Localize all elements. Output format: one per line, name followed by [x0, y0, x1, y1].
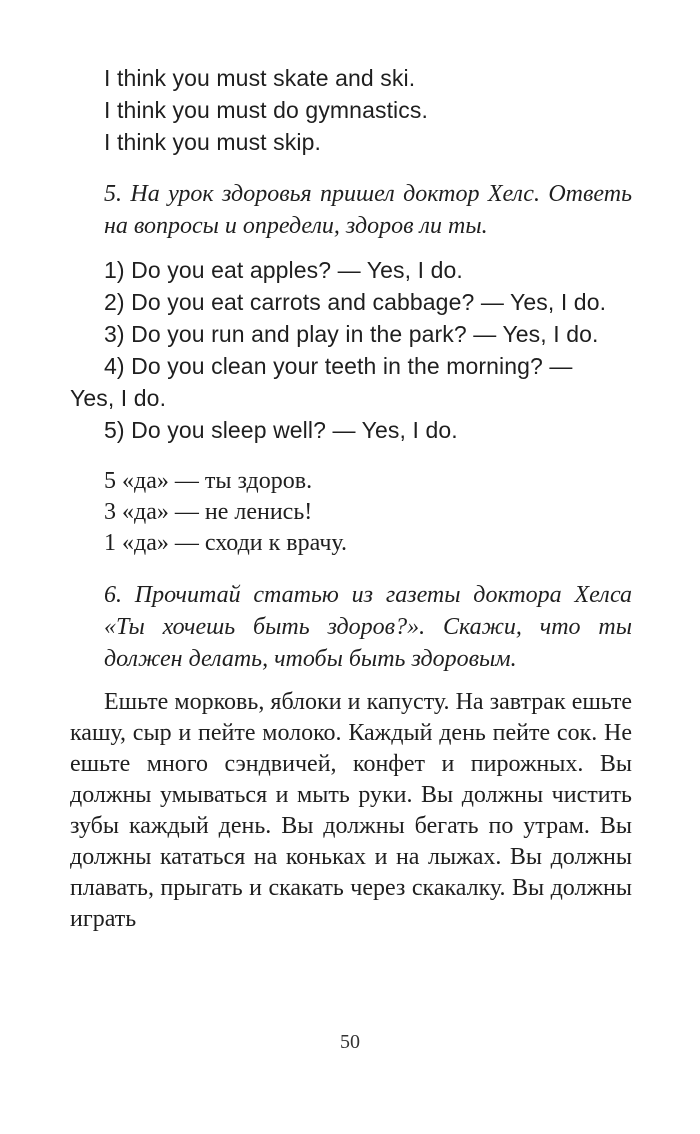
- think-line-1: I think you must skate and ski.: [104, 65, 416, 91]
- result-5-yes: 5 «да» — ты здоров.: [104, 468, 313, 494]
- task-6-heading: 6. Прочитай статью из газеты доктора Хелса «Ты хочешь быть здоров?». Скажи, что ты должен делать, чтобы быть здоровым.: [104, 582, 632, 672]
- think-line-2: I think you must do gymnastics.: [104, 97, 428, 123]
- question-4-answer: Yes, I do.: [70, 385, 167, 411]
- page-number: 50: [340, 1031, 360, 1053]
- book-page: [70, 62, 632, 935]
- think-line-3: I think you must skip.: [104, 129, 321, 155]
- task-5-heading: 5. На урок здоровья пришел доктор Хелс. Ответь на вопросы и определи, здоров ли ты.: [104, 181, 632, 239]
- question-3: 3) Do you run and play in the park? — Yes, I do.: [104, 321, 599, 347]
- question-2: 2) Do you eat carrots and cabbage? — Yes, I do.: [104, 289, 607, 315]
- result-1-yes: 1 «да» — сходи к врачу.: [104, 530, 347, 556]
- question-4: 4) Do you clean your teeth in the morning? —: [104, 353, 573, 379]
- article-paragraph: Ешьте морковь, яблоки и капусту. На завтрак ешьте кашу, сыр и пейте молоко. Каждый день пейте сок. Не ешьте много сэндвичей, конфет и пирожных. Вы должны умываться и мыть руки. Вы должны чистить зубы каждый день. Вы должны бегать по утрам. Вы должны кататься на коньках и на лыжах. Вы должны плавать, прыгать и скакать через скакалку. Вы должны играть: [70, 689, 632, 932]
- question-1: 1) Do you eat apples? — Yes, I do.: [104, 257, 463, 283]
- question-5: 5) Do you sleep well? — Yes, I do.: [104, 417, 458, 443]
- result-3-yes: 3 «да» — не ленись!: [104, 499, 313, 525]
